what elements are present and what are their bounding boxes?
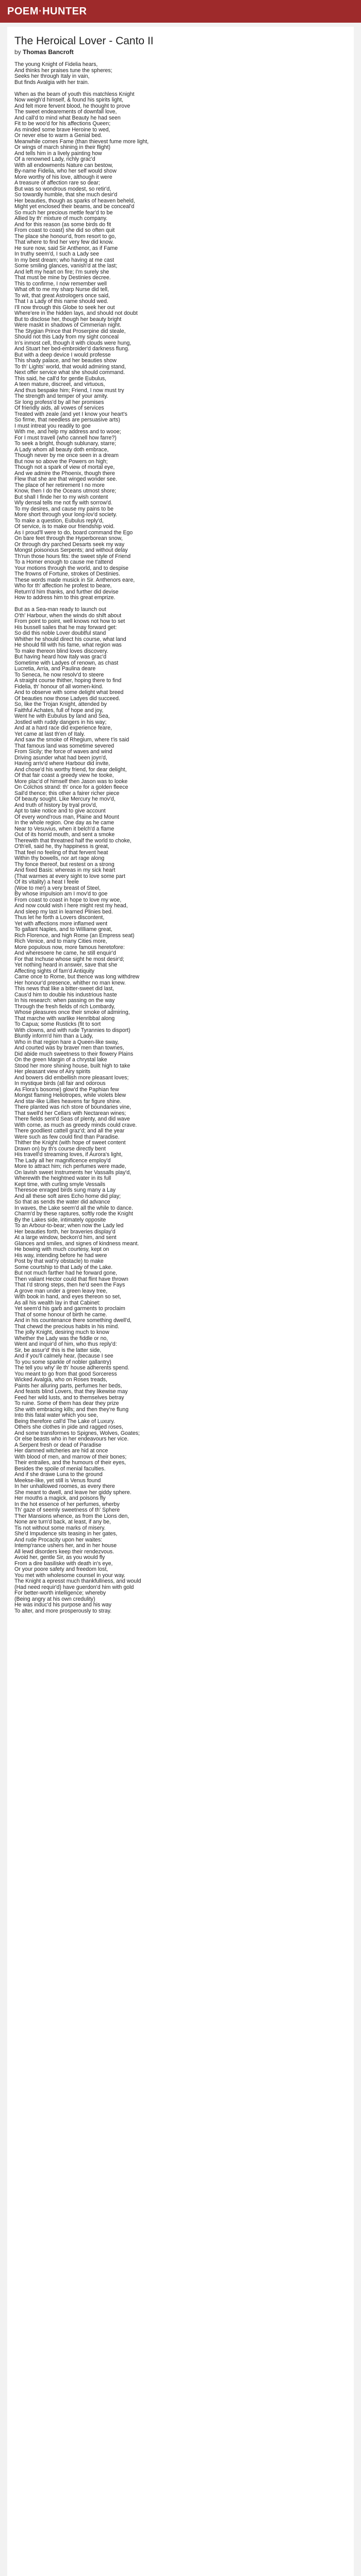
poem-line: Her mouths a magick, and poisons fly <box>14 1495 106 1501</box>
poem-line: With book in hand, and eyes thereon so set, <box>14 1294 121 1300</box>
byline-label: by <box>14 48 21 56</box>
poem-line: That chewd the precious habits in his mind. <box>14 1323 120 1330</box>
poem-line: More to attract him; rich perfumes were made, <box>14 1163 126 1170</box>
poem-line: Her honour'd presence, whither no man knew. <box>14 979 126 986</box>
poem-line: Th'run those hours fits: the sweet style of Friend <box>14 553 131 560</box>
poem-line: That of some honour of birth he came. <box>14 1311 107 1318</box>
poem-line: I'll now through this Globe to seek her out <box>14 304 115 311</box>
poem-line: The sweet endearements of downfall love, <box>14 109 117 115</box>
poem-line: What oft to me my sharp Nurse did tell, <box>14 286 109 293</box>
poem-line: Who in that region hare a Queen-like sway, <box>14 1039 119 1045</box>
poem-line: In my best dream; who having at me cast <box>14 257 114 263</box>
poem-line: But having heard how Italy was grac'd <box>14 654 107 660</box>
poem-line: Intemp'rance ushers her, and in her house <box>14 1543 117 1549</box>
poem-line: The Lady all her magnificence employ'd <box>14 1157 111 1164</box>
poem-line: This news that like a bitter-sweet did last, <box>14 986 114 992</box>
poem-line: Within thy bowells, nor art rage along <box>14 855 105 861</box>
poem-line: (Being angry at his own credulity) <box>14 1596 95 1602</box>
poem-line: And at a hard race did experience feare, <box>14 725 112 731</box>
poem-line: To seek a bright, though sublunary, starre; <box>14 440 117 447</box>
poem-line: And bowers did embellish more pleasant loves; <box>14 1074 129 1081</box>
poem-line: With all endowments Nature can bestow, <box>14 162 113 168</box>
poem-line: So much her precious mettle fear'd to be <box>14 209 113 216</box>
poem-line: And sleep my last in learned Plinies bed. <box>14 908 113 915</box>
poem-line: Might yet enclosed their beams, and be conceal'd <box>14 204 135 210</box>
poem-line: And tells him in a lively painting how <box>14 150 102 157</box>
poem-line: For that Inchuse whose sight he most desir'd; <box>14 956 124 962</box>
poem-line: To Capua; some Rusticks (fit to sort <box>14 1021 101 1027</box>
poem-line: And left my heart on fire; I'm surely she <box>14 268 109 275</box>
poem-line: Did abide much sweetness to their flowery Plains <box>14 1050 134 1057</box>
poem-line: As Flora's bosome) glow'd the Paphian few <box>14 1086 119 1093</box>
poem-line: More populous now, more famous heretofore: <box>14 944 125 951</box>
poem-line: Near to Vesuvius, when it belch'd a flame <box>14 825 114 832</box>
poem-line: Having arriv'd where Harbour did invite, <box>14 760 110 767</box>
poem-line: That where to find her very few did know. <box>14 239 114 245</box>
poem-line: Her beauties forth, her braveries display'd <box>14 1228 116 1235</box>
poem-line: To my desires, and cause my pains to be <box>14 505 113 512</box>
poem-line: That I a Lady of this name should wed. <box>14 298 108 304</box>
poem-line: The strength and temper of your amity. <box>14 393 108 399</box>
poem-line: And some transformes to Spignes, Wolves, Goates; <box>14 1430 140 1436</box>
site-logo[interactable] <box>7 6 87 18</box>
poem-line: On lavish sweet Instruments her Vassalls play'd, <box>14 1169 132 1176</box>
poem-line: This said, he call'd for gentle Eubulus, <box>14 375 107 382</box>
poem-body <box>14 62 347 1614</box>
poem-line: Whether the Lady was the fiddle or no, <box>14 1335 108 1342</box>
poem-line: From Sicily; the force of waves and wind <box>14 749 112 755</box>
poem-line: But finds Avalgia with her train. <box>14 79 89 86</box>
poem-line: He was induc'd his purpose and his way <box>14 1602 112 1608</box>
poem-line: Allied by th' mixture of much company. <box>14 215 108 222</box>
poem-line: Who for th' affection he profest to beare, <box>14 583 112 589</box>
poem-line: To alter, and more prosperously to stray. <box>14 1607 112 1614</box>
poem-line: A grove man under a green leavy tree, <box>14 1287 108 1294</box>
poem-line: So did this noble Lover doubtful stand <box>14 630 106 636</box>
poem-line: Should not this Lady from my sight conceal <box>14 334 119 340</box>
poem-line: Caus'd him to double his industrious haste <box>14 991 117 998</box>
poem-line: From coast to coast in hope to love my woe, <box>14 896 122 903</box>
poem-line: Wly densal tells me not fly with sorrow'd. <box>14 500 112 506</box>
poem-line: Their entrailes, and the humours of their eyes, <box>14 1460 126 1466</box>
poem-line: T'her Mansions whence, as from the Lions den, <box>14 1513 129 1519</box>
poem-byline <box>14 48 347 56</box>
poem-line: The Knight a epresst much thankfullness, and would <box>14 1578 141 1584</box>
poem-line: Treated with zeale (and yet I know your heart's <box>14 411 127 417</box>
poem-line: As all his wealth lay in that Cabinet: <box>14 1299 101 1306</box>
poem-line: More short through your long-lov'd society. <box>14 512 118 518</box>
poem-line: You meant to go from that good Sorceress <box>14 1370 117 1377</box>
logo-suffix: HUNTER <box>42 5 87 17</box>
poem-line: Though not a spark of view of mortal eye, <box>14 464 115 470</box>
poem-line: And star-like Lillies heavens far figure shine. <box>14 1098 122 1105</box>
poem-line: A straight course thither, hoping there to find <box>14 677 122 684</box>
poem-line: Post by that wat'ry obstacle) to make <box>14 1258 104 1264</box>
poem-line: Seeks her through Italy in vain, <box>14 73 90 79</box>
poem-line: Of beauty sought. Like Mercury he mov'd, <box>14 796 116 802</box>
poem-line: The place of her retirement I no more <box>14 482 105 488</box>
poem-line: She meant to dwell, and leave her giddy sphere. <box>14 1489 132 1496</box>
poem-line: Thus let he forth a Lovers discontent, <box>14 914 105 921</box>
poem-line: Some courtship to that Lady of the Lake. <box>14 1264 113 1270</box>
poem-line: Paints her alluring parts, perfumes her beds, <box>14 1382 122 1389</box>
poem-line: From coast to coast) she did so often quit <box>14 227 115 233</box>
poem-line: I must intreat you readily to goe <box>14 422 91 429</box>
poem-line: Or through dry parched Desarts seek my way <box>14 541 125 548</box>
poem-line: Yet came at last th'en of Italy. <box>14 731 85 737</box>
poem-line: His way, intending before he had were <box>14 1252 107 1259</box>
poem-line: And thinks her praises tune the spheres; <box>14 67 112 74</box>
logo-dot-icon: · <box>38 5 43 17</box>
poem-line: But not much farther had he forward gone, <box>14 1270 118 1276</box>
poem-line: The jolly Knight, desiring much to know <box>14 1329 109 1335</box>
poem-line: The young Knight of Fidelia hears, <box>14 61 98 67</box>
poem-line: Mongst flaming Heliotropes, while violets blew <box>14 1092 126 1098</box>
poem-line: And feasts blind Lovers, that they likewise may <box>14 1388 128 1395</box>
poem-line: Your motions through the world, and to despise <box>14 565 129 571</box>
poem-line: Faithful Achates, full of hope and joy, <box>14 707 104 714</box>
poem-line: And all these soft aires Echo home did play; <box>14 1193 121 1199</box>
poem-line: Fit to be woo'd for his affections Queen; <box>14 121 111 127</box>
poem-line: Rich Florence, and high Rome (an Empress seat) <box>14 932 135 939</box>
poem-line: As I proud'll were to do, board command the Ego <box>14 529 133 536</box>
poem-line: To a Homer enough to cause me t'attend <box>14 559 113 565</box>
poem-line: His bussell sailes that he may forward get: <box>14 624 117 631</box>
poem-line: Apt to take notice and to give account <box>14 808 106 814</box>
poem-line: In mystique birds (all fair and odorous <box>14 1080 106 1087</box>
poem-line: You met with wholesome counsel in your way. <box>14 1572 125 1579</box>
poem-line: The tell you why' ile th' house adherents spend. <box>14 1365 129 1371</box>
poem-line: Went and inquir'd of him, who thus reply'd: <box>14 1341 117 1347</box>
poem-line: Tis not without some marks of misery. <box>14 1524 106 1531</box>
poem-line: All lewd disorders keep their rendezvous. <box>14 1548 114 1555</box>
poem-line: And call'd to mind what Beauty he had seen <box>14 114 121 121</box>
poem-line: Came once to Rome, but thence was long withdrew <box>14 974 140 980</box>
poem-line: Her damned witcheries are hid at once <box>14 1448 108 1454</box>
poem-line: In waves, the Lake seem'd all the while to dance. <box>14 1205 133 1211</box>
poem-line: To ruine. Some of them has dear they prize <box>14 1400 119 1406</box>
poem-line: Avoid her, gentle Sir, as you would fly <box>14 1554 105 1561</box>
poem-line: Glances and smiles, and signes of kindness meant. <box>14 1240 139 1247</box>
poem-line: In his research: when passing on the way <box>14 997 115 1004</box>
poem-line: Th' gaze of seemly sweetness of th' Sphere <box>14 1507 120 1513</box>
poem-line: Yet seem'd his garb and garments to proclaim <box>14 1306 125 1312</box>
poem-line: To you some sparkle of nobler gallantry) <box>14 1359 111 1365</box>
poem-line: Thither the Knight (with hope of sweet content <box>14 1140 126 1146</box>
poem-line: Bluntly inform'd him than a Lady, <box>14 1033 93 1039</box>
poem-line: Whose pleasures once their smoke of admiring, <box>14 1009 130 1015</box>
poem-line: In truthy seem'd, I such a Lady see <box>14 251 99 257</box>
poem-line: Besides the spoile of menial faculties. <box>14 1465 106 1472</box>
poem-line: To make a question, Eubulus reply'd, <box>14 517 104 524</box>
poem-line: (Woe to me!) a very breast of Steel, <box>14 885 101 891</box>
poem-line: How to address him to this great emprize. <box>14 595 116 601</box>
poem-line: Sail'd thence; this other a fairer richer piece <box>14 790 120 796</box>
poem-line: To make thereon blind loves discovery. <box>14 648 108 654</box>
poem-line: On the green Margin of a chrystal lake <box>14 1057 107 1063</box>
poem-line: Now weigh'd himself, & found his spirits light, <box>14 97 124 103</box>
poem-line: O'th'ell, said he, thy happiness is great, <box>14 843 109 850</box>
poem-line: Of friendly aids, all vowes of services <box>14 405 104 411</box>
poem-line: His travell'd streaming loves, if Aurora's light, <box>14 1151 123 1158</box>
poem-line: She with embracing kills; and then they're flung <box>14 1406 129 1413</box>
poem-line: Meanwhile comes Fame (than thievest fume more light, <box>14 138 149 145</box>
poem-line: Fidelia, th' honour of all women-kind. <box>14 683 104 690</box>
poem-line: In her unhallowed roomes, as every there <box>14 1483 115 1489</box>
poem-line: Feed her wild lusts, and to themselves betray <box>14 1394 124 1401</box>
poem-line: Sir long profess'd by all her promises <box>14 399 104 405</box>
poem-line: On Colchos strand: th' once for a golden fleece <box>14 784 128 790</box>
poem-line: Charm'd by these raptures, softly rode the Knight <box>14 1211 133 1217</box>
poem-line: That must be mine by Destinies decree. <box>14 275 111 281</box>
poem-line: But as a Sea-man ready to launch out <box>14 606 106 613</box>
poem-line: Kept time, with curling smyle Vessails <box>14 1181 106 1188</box>
poem-line: Or else beasts who in her endeavours her vice. <box>14 1436 129 1442</box>
poem-line: Sometime with Ladyes of renown, as chast <box>14 659 119 666</box>
poem-line: He bowing with much courtesy, kept on <box>14 1246 109 1252</box>
poem-line: And Stuart her bed-embroider'd darkness flung. <box>14 346 129 352</box>
poem-line: More worthy of his love, although it were <box>14 174 112 180</box>
poem-line: There fields sent'd Seas of plenty, and did wave <box>14 1116 130 1122</box>
poem-line: Others she clothes in pide and ragged roses, <box>14 1424 123 1430</box>
poem-line: Yet nothing heard in answer, save that she <box>14 962 118 968</box>
poem-line: O'th' Harbour, when the winds do shift about <box>14 612 122 619</box>
poem-line: By the Lakes side, intimately opposite <box>14 1216 106 1223</box>
stanza <box>14 92 347 601</box>
poem-line: Of that fair coast a greedy view he tooke, <box>14 772 114 778</box>
poem-line: So that as sends the water did advance <box>14 1199 110 1205</box>
poem-line: Of its vitality) a heat I feele <box>14 879 79 885</box>
poem-line: Driving asunder what had been joyn'd, <box>14 754 107 761</box>
poem-line: Where'ere in the hidden lays, and should not doubt <box>14 310 138 316</box>
poem-line: To an Arbour-to-bear; when now the Lady led <box>14 1223 124 1229</box>
poem-line: And rude Procacity upon her waites: <box>14 1536 103 1543</box>
stanza <box>14 62 347 86</box>
poem-line: Yet with affections more inflamed went <box>14 920 108 927</box>
poem-line: Of beauties now those Ladyes did succeed. <box>14 695 120 702</box>
poem-line: There goodliest cattell graz'd; and all the year <box>14 1128 125 1134</box>
poem-line: And now could wish I here might rest my head, <box>14 903 128 909</box>
poem-line: The Stygian Prince that Proserpine did steale, <box>14 328 126 334</box>
stanza <box>14 607 347 1614</box>
poem-line: Affecting sights of fam'd Antiquity <box>14 968 94 974</box>
poem-line: To gallant Naples, and to Williame great, <box>14 926 112 933</box>
poem-line: And courted was by braver men than townes, <box>14 1045 124 1051</box>
poem-line: Her beauties, though as sparks of heaven beheld, <box>14 197 135 204</box>
poem-line: But now so above the Powers on high; <box>14 458 108 465</box>
poem-line: But with a deep device I would professe <box>14 351 111 358</box>
poem-line: Wicked Avalgia, who on Roses treads, <box>14 1377 107 1383</box>
poem-line: Jostled with ruddy dangers in his way; <box>14 719 107 725</box>
poem-line: Then valiant Hector could that flint have thrown <box>14 1276 128 1282</box>
poem-line: Rich Venice, and to many Cities more, <box>14 938 107 944</box>
poem-line: (Had need requir'd) have guerdon'd him with gold <box>14 1584 134 1590</box>
poem-line: None are turn'd back, at least, if any be, <box>14 1519 111 1525</box>
poem-line: Her pleasant view of Airy spirits <box>14 1069 91 1075</box>
poem-line: In the whole region. One day as he came <box>14 820 114 826</box>
poem-line: By-name Fidelia, who her self would show <box>14 168 117 174</box>
poem-line: Sir, be assur'd' this is the latter side, <box>14 1347 102 1353</box>
poem-line: Out of its horrid mouth, and sent a smoke <box>14 832 115 838</box>
poem-line: (That warmes at every sight to love some part <box>14 873 125 879</box>
poem-line: For better-worth intelligence; whereby <box>14 1590 106 1596</box>
poem-line: That famous land was sometime severed <box>14 742 114 749</box>
poem-line: From point to point, well knows not how to set <box>14 618 125 624</box>
poem-line: And in his countenance there something dwell'd, <box>14 1317 132 1324</box>
poem-line: This to confirme, I now remember well <box>14 280 107 287</box>
poem-line: Return'd him thanks, and further did devise <box>14 588 119 595</box>
poem-line: In's inmost cell, though it with clouds were hung, <box>14 340 132 346</box>
poem-line: With blood of men, and marrow of their bones; <box>14 1453 127 1460</box>
poem-line: Meekse-like, yet still is Venus found <box>14 1477 101 1484</box>
poem-line: And thus bespake him; Friend, I now must try <box>14 387 124 394</box>
poem-line: And for this reason (as some birds do fit <box>14 221 111 228</box>
poem-line: He sure now, said Sir Anthenor, as if Fame <box>14 245 118 251</box>
poem-line: To wit, that great Astrologers once said, <box>14 292 110 299</box>
poem-line: But shall I finde her to my wish content <box>14 494 108 500</box>
poem-line: With clowns, and with rude Tyrannies to disport) <box>14 1027 130 1033</box>
author-link[interactable]: Thomas Bancroft <box>23 48 74 56</box>
poem-line: Therewith that threatned half the world to choke, <box>14 837 132 844</box>
poem-line: Or your poore safety and freedom lost, <box>14 1566 108 1572</box>
poem-line: He should fill with his fame, what region was <box>14 642 122 648</box>
poem-line: When as the beam of youth this matchless Knight <box>14 91 135 97</box>
poem-line: Or never else to warm a Genial bed. <box>14 132 103 139</box>
poem-line: And if she drawe Luna to the ground <box>14 1471 103 1478</box>
poem-line: These words made musick in Sir. Anthenors eare, <box>14 577 135 583</box>
poem-line: At a large window, beckon'd him, and sent <box>14 1234 117 1241</box>
poem-line: With me, and help my address and to wooe; <box>14 429 121 435</box>
poem-line: Know, then I do the Oceans utmost shore; <box>14 488 117 494</box>
poem-line: Some smiling glances, vanish'd at the last; <box>14 263 118 269</box>
poem-line: That feel no feeling of that fervent heat <box>14 849 108 856</box>
poem-line: Of every wond'rous man, Plaine and Mount <box>14 814 119 820</box>
poem-line: But to disclose her, though her beauty bright <box>14 316 122 323</box>
poem-line: And felt more fervent blood, he thought to prove <box>14 103 130 109</box>
poem-line: With corne, as much as greedy minds could crave. <box>14 1122 137 1128</box>
poem-line: Into this fatal water which you see, <box>14 1412 98 1418</box>
poem-line: The place she honour'd, from resort to go, <box>14 233 116 240</box>
poem-line: And we admire the Phoenix, though there <box>14 470 115 477</box>
poem-line: Drawn on) by th's course directly bent <box>14 1145 106 1152</box>
poem-line: She'd Impudence sits teasing in her gates, <box>14 1531 118 1537</box>
site-header <box>0 0 361 23</box>
poem-line: But was so wondrous modest, so retir'd, <box>14 185 111 192</box>
poem-line: Of service, is to make our friendship void. <box>14 523 115 530</box>
poem-line: A teen mature, discreet, and virtuous, <box>14 381 105 387</box>
poem-line: Theresoe enraged birds sung many a Lay <box>14 1187 116 1193</box>
poem-line: On bare feet through the Hyperborean snow, <box>14 535 123 541</box>
poem-line: So, like the Trojan Knight, attended by <box>14 701 107 707</box>
poem-line: Whither he should direct his course, what land <box>14 636 126 642</box>
poem-line: Through the fresh fields of rich Lombardy, <box>14 1003 116 1010</box>
poem-line: And saw the smoke of Rhegium, where t'is said <box>14 737 129 743</box>
poem-line: That marche with warlike Henribbal along <box>14 1015 115 1022</box>
poem-line: Mongst poisonous Serpents; and without delay <box>14 547 128 553</box>
poem-line: And chose'd his worthy friend, for dear delight, <box>14 766 127 773</box>
poem-line: Flew that she are that winged wonder see. <box>14 476 118 482</box>
poem-line: In the hot essence of her perfumes, wherby <box>14 1501 120 1507</box>
poem-line: To Seneca, he now resolv'd to steere <box>14 671 104 678</box>
poem-line: A treasure of affection rare so dear; <box>14 180 100 186</box>
poem-line: There planted was rich store of boundaries vine, <box>14 1104 132 1110</box>
poem-line: Stood her more shining house, built high to take <box>14 1062 130 1069</box>
poem-line: Were maskt in shadows of Cimmerian night. <box>14 322 122 328</box>
poem-line: By whose impulsion am I mov'd to goe <box>14 891 108 897</box>
poem-line: That swell'd her Cellars with Nectarean wines; <box>14 1110 126 1116</box>
poem-line: And fixed Basis: whereas in my sick heart <box>14 867 116 873</box>
poem-line: Lucretia, Arria, and Paulina deare <box>14 666 96 672</box>
poem-line: Were such as few could find than Paradise. <box>14 1133 120 1140</box>
poem-line: Being therefore call'd The Lake of Luxury. <box>14 1418 115 1425</box>
poem-line: Next offer service what she should command. <box>14 369 125 376</box>
poem-line: And if you'll calmely hear, (because I see <box>14 1353 113 1359</box>
poem-line: This shady palace, and her beauties show <box>14 358 117 364</box>
poem-line: To th' Lights' world, that would admiring stand, <box>14 363 126 370</box>
poem-line: A Lady whom all beauty doth embrace, <box>14 446 109 453</box>
poem-title: The Heroical Lover - Canto II <box>14 35 154 47</box>
poem-line: For I must travell (who cannell how farre?) <box>14 434 117 441</box>
poem-content <box>7 27 354 2576</box>
poem-line: As minded some brave Heroine to wed, <box>14 126 110 133</box>
poem-line: Or wings of march shining in their flight) <box>14 144 111 150</box>
poem-line: From a dire basiliske with death in's eye, <box>14 1560 113 1567</box>
poem-line: So towardly humble, that she much desir'd <box>14 192 118 198</box>
poem-line: And wheresoere he came, he still enquir'd <box>14 950 116 956</box>
poem-line: Thy fonce thereof, but restest on a strong <box>14 861 114 868</box>
poem-line: More plac'd of himself then Jason was to looke <box>14 778 128 785</box>
poem-line: Went he with Eubulus by land and Sea, <box>14 713 110 719</box>
poem-line: And to observe with some delight what breed <box>14 689 124 696</box>
poem-line: Of a renowned Lady, richly grac'd <box>14 156 95 162</box>
poem-line: So firme, that needless are persuasive arts) <box>14 417 120 423</box>
poem-line: A Serpent fresh or dead of Paradise <box>14 1442 102 1448</box>
poem-line: And truth of history by tryal prov'd, <box>14 802 97 808</box>
poem-line: That I'd strong steps, then he'd seen the Fays <box>14 1282 125 1288</box>
logo-text: POEM <box>7 5 39 17</box>
poem-line: Wherewith the heightned water in its full <box>14 1175 111 1181</box>
poem-line: The frowns of Fortune, strokes of Destinies. <box>14 571 120 577</box>
poem-line: Though never by me once seen in a dream <box>14 452 119 459</box>
